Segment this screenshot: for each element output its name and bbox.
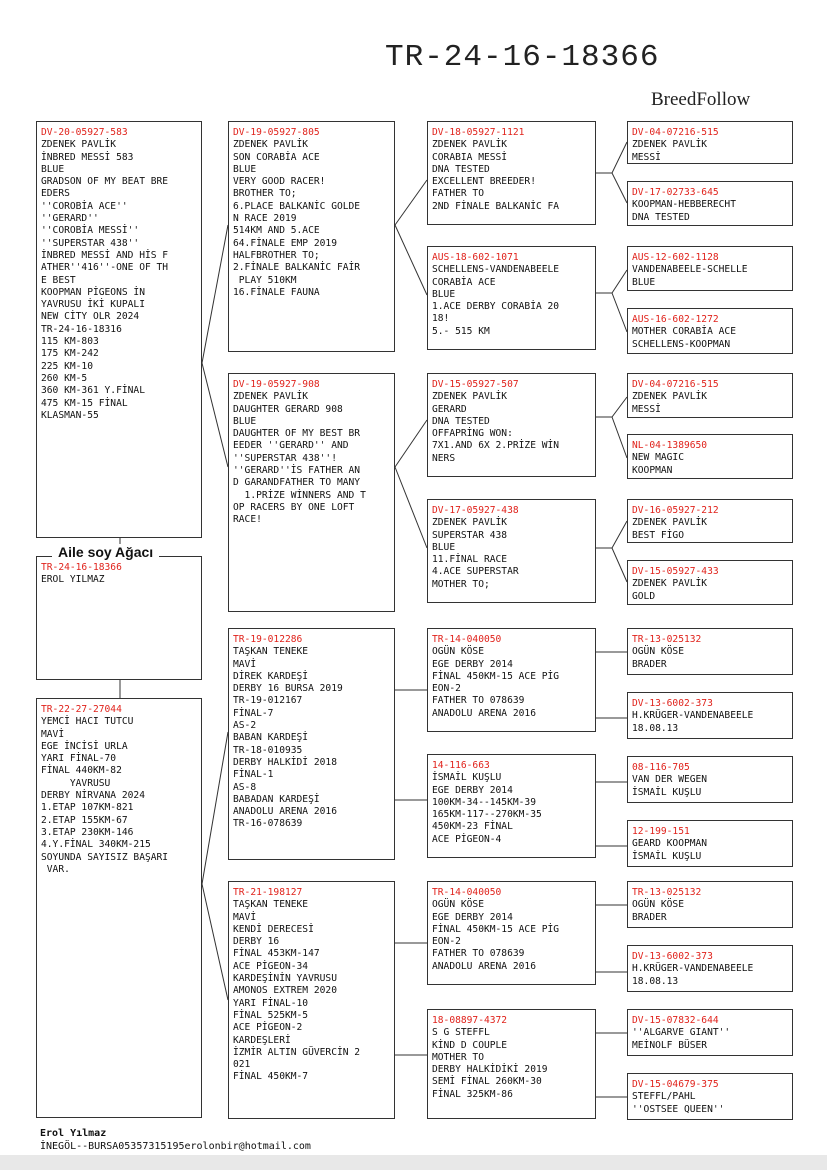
pedigree-line: TR-24-16-18316 <box>41 323 122 335</box>
ring-number: DV-04-07216-515 <box>632 127 719 138</box>
ring-number: DV-13-6002-373 <box>632 951 713 962</box>
pedigree-line: 175 KM-242 <box>41 348 99 360</box>
pedigree-line: ZDENEK PAVLİK <box>632 139 708 151</box>
ancestor-card-14 <box>627 945 793 992</box>
pedigree-line: EGE DERBY 2014 <box>432 911 513 923</box>
pedigree-line: 18! <box>432 313 450 325</box>
pedigree-line: OGÜN KÖSE <box>632 899 684 911</box>
ring-number: AUS-16-602-1272 <box>632 314 719 325</box>
pedigree-line: BLUE <box>233 415 257 427</box>
pedigree-line: MESSİ <box>632 403 661 415</box>
pedigree-line: DNA TESTED <box>632 211 690 223</box>
ring-number: TR-22-27-27044 <box>41 704 122 715</box>
pedigree-line: ATHER''416''-ONE OF TH <box>41 262 169 274</box>
ring-number: TR-13-025132 <box>632 887 702 898</box>
pedigree-line: OGÜN KÖSE <box>632 646 684 658</box>
pedigree-line: DERBY HALKİDİKİ 2019 <box>432 1064 548 1076</box>
pedigree-line: DAUGHTER GERARD 908 <box>233 403 343 415</box>
ring-number: TR-14-040050 <box>432 634 502 645</box>
pedigree-line: OGÜN KÖSE <box>432 899 484 911</box>
pedigree-line: RACE! <box>233 514 262 526</box>
pedigree-line: FİNAL 525KM-5 <box>233 1009 309 1021</box>
pedigree-line: FİNAL 453KM-147 <box>233 948 320 960</box>
pedigree-line: KİND D COUPLE <box>432 1039 508 1051</box>
pedigree-line: ''COROBİA MESSİ'' <box>41 225 140 237</box>
pedigree-line: 11.FİNAL RACE <box>432 554 508 566</box>
ancestor-card-16 <box>627 1073 793 1120</box>
pedigree-line: ANADOLU ARENA 2016 <box>432 960 536 972</box>
pedigree-line: ANADOLU ARENA 2016 <box>233 806 337 818</box>
pedigree-line: 1.ACE DERBY CORABİA 20 <box>432 301 560 313</box>
pedigree-line: KENDİ DERECESİ <box>233 923 314 935</box>
ancestor-card-7 <box>627 499 793 543</box>
ring-number: DV-17-05927-438 <box>432 505 519 516</box>
dam-sire-sire-card <box>427 628 596 732</box>
page-bottom-bar <box>0 1155 827 1170</box>
ring-number: DV-15-07832-644 <box>632 1015 719 1026</box>
pedigree-ring-number: TR-24-16-18366 <box>385 40 660 75</box>
brand-name: BreedFollow <box>651 89 751 110</box>
ring-number: 08-116-705 <box>632 762 690 773</box>
pedigree-line: 18.08.13 <box>632 975 679 987</box>
pedigree-line: PLAY 510KM <box>233 274 297 286</box>
pedigree-line: YEMCİ HACI TUTCU <box>41 716 134 728</box>
pedigree-line: 7X1.AND 6X 2.PRİZE WİN <box>432 440 560 452</box>
sire-card <box>36 121 202 538</box>
pedigree-line: SOYUNDA SAYISIZ BAŞARI <box>41 851 169 863</box>
dam-sire-card <box>228 628 395 860</box>
pedigree-line: OFFAPRİNG WON: <box>432 428 513 440</box>
pedigree-line: ''OSTSEE QUEEN'' <box>632 1103 725 1115</box>
pedigree-line: H.KRÜGER-VANDENABEELE <box>632 710 754 722</box>
ancestor-card-12 <box>627 820 793 867</box>
pedigree-line: İSMAİL KUŞLU <box>632 786 702 798</box>
sire-sire-dam-card <box>427 246 596 350</box>
pedigree-line: MESSİ <box>632 151 661 163</box>
pedigree-line: FATHER TO 078639 <box>432 948 525 960</box>
sire-dam-dam-card <box>427 499 596 603</box>
pedigree-line: EGE DERBY 2014 <box>432 658 513 670</box>
ring-number: DV-18-05927-1121 <box>432 127 525 138</box>
pedigree-line: EGE DERBY 2014 <box>432 784 513 796</box>
pedigree-line: SUPERSTAR 438 <box>432 529 508 541</box>
pedigree-line: ''SUPERSTAR 438'' <box>41 237 140 249</box>
pedigree-line: 64.FİNALE EMP 2019 <box>233 237 337 249</box>
pedigree-line: KLASMAN-55 <box>41 409 99 421</box>
pedigree-line: EON-2 <box>432 936 461 948</box>
pedigree-line: ''GERARD''İS FATHER AN <box>233 465 361 477</box>
pedigree-line: 6.PLACE BALKANİC GOLDE <box>233 200 361 212</box>
pedigree-line: TR-18-010935 <box>233 744 303 756</box>
pedigree-line: BRADER <box>632 911 667 923</box>
pedigree-line: 225 KM-10 <box>41 360 93 372</box>
pedigree-line: ACE PİGEON-2 <box>233 1022 303 1034</box>
ancestor-card-8 <box>627 560 793 605</box>
pedigree-line: AS-2 <box>233 720 257 732</box>
pedigree-line: GRADSON OF MY BEAT BRE <box>41 176 169 188</box>
ring-number: DV-20-05927-583 <box>41 127 128 138</box>
ring-number: TR-14-040050 <box>432 887 502 898</box>
pedigree-line: İNBRED MESSİ AND HİS F <box>41 249 169 261</box>
pedigree-line: YARI FİNAL-10 <box>233 997 309 1009</box>
ancestor-card-10 <box>627 692 793 739</box>
pedigree-line: FİNAL-7 <box>233 707 274 719</box>
subject-card <box>36 556 202 680</box>
pedigree-line: 1.ETAP 107KM-821 <box>41 802 134 814</box>
pedigree-line: BLUE <box>432 541 456 553</box>
pedigree-line: FİNAL 325KM-86 <box>432 1088 513 1100</box>
ring-number: 12-199-151 <box>632 826 690 837</box>
pedigree-line: DİREK KARDEŞİ <box>233 670 309 682</box>
owner-contact: İNEGÖL--BURSA05357315195erolonbir@hotmail.com <box>40 1141 311 1152</box>
ring-number: DV-19-05927-908 <box>233 379 320 390</box>
ancestor-card-2 <box>627 181 793 226</box>
dam-sire-dam-card <box>427 754 596 858</box>
pedigree-line: 021 <box>233 1059 251 1071</box>
pedigree-line: ZDENEK PAVLİK <box>432 391 508 403</box>
pedigree-line: 2.ETAP 155KM-67 <box>41 814 128 826</box>
pedigree-line: KOOPMAN <box>632 464 673 476</box>
pedigree-line: 5.- 515 KM <box>432 325 490 337</box>
pedigree-line: SEMİ FİNAL 260KM-30 <box>432 1076 542 1088</box>
pedigree-line: DNA TESTED <box>432 163 490 175</box>
pedigree-line: 4.Y.FİNAL 340KM-215 <box>41 839 151 851</box>
pedigree-line: ACE PİGEON-34 <box>233 960 309 972</box>
pedigree-line: DERBY 16 <box>233 936 280 948</box>
pedigree-line: 450KM-23 FİNAL <box>432 821 513 833</box>
dam-dam-sire-card <box>427 881 596 985</box>
pedigree-line: MAVİ <box>233 911 257 923</box>
pedigree-line: DAUGHTER OF MY BEST BR <box>233 428 361 440</box>
pedigree-line: MOTHER TO <box>432 1051 484 1063</box>
ring-number: DV-15-04679-375 <box>632 1079 719 1090</box>
pedigree-line: VANDENABEELE-SCHELLE <box>632 264 748 276</box>
pedigree-line: MAVİ <box>41 728 65 740</box>
pedigree-line: ''ALGARVE GIANT'' <box>632 1027 731 1039</box>
pedigree-line: 16.FİNALE FAUNA <box>233 286 320 298</box>
pedigree-line: VAN DER WEGEN <box>632 774 708 786</box>
pedigree-line: ZDENEK PAVLİK <box>432 517 508 529</box>
family-tree-label: Aile soy Ağacı <box>52 544 159 560</box>
pedigree-line: GOLD <box>632 590 656 602</box>
dam-dam-card <box>228 881 395 1119</box>
pedigree-line: 360 KM-361 Y.FİNAL <box>41 385 145 397</box>
pedigree-line: KARDEŞLERİ <box>233 1034 291 1046</box>
pedigree-line: KOOPMAN-HEBBERECHT <box>632 199 736 211</box>
pedigree-line: DNA TESTED <box>432 415 490 427</box>
pedigree-line: NERS <box>432 452 456 464</box>
pedigree-line: N RACE 2019 <box>233 213 297 225</box>
pedigree-line: BROTHER TO; <box>233 188 297 200</box>
pedigree-line: MAVİ <box>233 658 257 670</box>
pedigree-line: BLUE <box>233 163 257 175</box>
pedigree-line: ZDENEK PAVLİK <box>632 391 708 403</box>
pedigree-line: BABADAN KARDEŞİ <box>233 793 320 805</box>
sire-dam-sire-card <box>427 373 596 477</box>
pedigree-line: BLUE <box>432 288 456 300</box>
pedigree-line: OP RACERS BY ONE LOFT <box>233 501 355 513</box>
pedigree-line: ACE PİGEON-4 <box>432 833 502 845</box>
pedigree-line: İSMAİL KUŞLU <box>632 850 702 862</box>
ring-number: AUS-12-602-1128 <box>632 252 719 263</box>
ancestor-card-4 <box>627 308 793 354</box>
pedigree-line: ZDENEK PAVLİK <box>233 139 309 151</box>
pedigree-line: H.KRÜGER-VANDENABEELE <box>632 963 754 975</box>
pedigree-line: FİNAL-1 <box>233 769 274 781</box>
ancestor-card-5 <box>627 373 793 418</box>
ring-number: DV-17-02733-645 <box>632 187 719 198</box>
pedigree-line: 260 KM-5 <box>41 372 88 384</box>
ancestor-card-9 <box>627 628 793 675</box>
ancestor-card-1 <box>627 121 793 164</box>
pedigree-line: FATHER TO <box>432 188 484 200</box>
pedigree-line: MEİNOLF BÜSER <box>632 1039 708 1051</box>
pedigree-line: 100KM-34--145KM-39 <box>432 796 536 808</box>
ring-number: TR-21-198127 <box>233 887 303 898</box>
pedigree-line: 2.FİNALE BALKANİC FAİR <box>233 262 361 274</box>
pedigree-line: ZDENEK PAVLİK <box>632 578 708 590</box>
pedigree-line: EEDER ''GERARD'' AND <box>233 440 349 452</box>
pedigree-line: 3.ETAP 230KM-146 <box>41 826 134 838</box>
pedigree-line: FİNAL 450KM-7 <box>233 1071 309 1083</box>
pedigree-line: ZDENEK PAVLİK <box>41 139 117 151</box>
pedigree-line: AMONOS EXTREM 2020 <box>233 985 337 997</box>
pedigree-line: KOOPMAN PİGEONS İN <box>41 286 145 298</box>
pedigree-line: TAŞKAN TENEKE <box>233 646 309 658</box>
pedigree-line: FİNAL 440KM-82 <box>41 765 122 777</box>
pedigree-line: 18.08.13 <box>632 722 679 734</box>
pedigree-line: GERARD <box>432 403 467 415</box>
ancestor-card-3 <box>627 246 793 291</box>
pedigree-line: EROL YILMAZ <box>41 574 105 586</box>
pedigree-line: ZDENEK PAVLİK <box>233 391 309 403</box>
dam-card <box>36 698 202 1118</box>
pedigree-line: 475 KM-15 FİNAL <box>41 397 128 409</box>
pedigree-line: 2ND FİNALE BALKANİC FA <box>432 200 560 212</box>
pedigree-line: SON CORABİA ACE <box>233 151 320 163</box>
pedigree-line: EON-2 <box>432 683 461 695</box>
pedigree-line: GEARD KOOPMAN <box>632 838 708 850</box>
pedigree-line: MOTHER CORABİA ACE <box>632 326 736 338</box>
ring-number: DV-16-05927-212 <box>632 505 719 516</box>
pedigree-line: TAŞKAN TENEKE <box>233 899 309 911</box>
pedigree-line: ZDENEK PAVLİK <box>432 139 508 151</box>
pedigree-line: NEW CİTY OLR 2024 <box>41 311 140 323</box>
pedigree-line: 1.PRİZE WİNNERS AND T <box>233 489 366 501</box>
pedigree-line: CORABİA ACE <box>432 276 496 288</box>
sire-dam-card <box>228 373 395 612</box>
ring-number: DV-15-05927-433 <box>632 566 719 577</box>
pedigree-line: NEW MAGIC <box>632 452 684 464</box>
ring-number: TR-24-16-18366 <box>41 562 122 573</box>
pedigree-line: STEFFL/PAHL <box>632 1091 696 1103</box>
ring-number: DV-19-05927-805 <box>233 127 320 138</box>
pedigree-line: TR-16-078639 <box>233 818 303 830</box>
pedigree-line: ''GERARD'' <box>41 213 99 225</box>
pedigree-line: İZMİR ALTIN GÜVERCİN 2 <box>233 1046 361 1058</box>
ancestor-card-13 <box>627 881 793 928</box>
pedigree-line: İNBRED MESSİ 583 <box>41 151 134 163</box>
dam-dam-dam-card <box>427 1009 596 1119</box>
ring-number: 14-116-663 <box>432 760 490 771</box>
pedigree-line: S G STEFFL <box>432 1027 490 1039</box>
pedigree-line: VAR. <box>41 863 70 875</box>
pedigree-line: HALFBROTHER TO; <box>233 249 320 261</box>
pedigree-line: OGÜN KÖSE <box>432 646 484 658</box>
pedigree-line: AS-8 <box>233 781 257 793</box>
pedigree-line: 165KM-117--270KM-35 <box>432 809 542 821</box>
pedigree-line: ''COROBİA ACE'' <box>41 200 128 212</box>
pedigree-line: 115 KM-803 <box>41 336 99 348</box>
pedigree-line: 4.ACE SUPERSTAR <box>432 566 519 578</box>
pedigree-line: CORABIA MESSİ <box>432 151 508 163</box>
pedigree-line: DERBY HALKİDİ 2018 <box>233 756 337 768</box>
ring-number: DV-04-07216-515 <box>632 379 719 390</box>
pedigree-line: VERY GOOD RACER! <box>233 176 326 188</box>
ring-number: AUS-18-602-1071 <box>432 252 519 263</box>
pedigree-line: YARI FİNAL-70 <box>41 753 117 765</box>
ring-number: 18-08897-4372 <box>432 1015 508 1026</box>
pedigree-line: BLUE <box>632 276 656 288</box>
pedigree-line: 514KM AND 5.ACE <box>233 225 320 237</box>
pedigree-line: ZDENEK PAVLİK <box>632 517 708 529</box>
pedigree-line: İSMAİL KUŞLU <box>432 772 502 784</box>
pedigree-line: EGE İNCİSİ URLA <box>41 740 128 752</box>
pedigree-line: D GARANDFATHER TO MANY <box>233 477 361 489</box>
pedigree-line: FATHER TO 078639 <box>432 695 525 707</box>
pedigree-line: BEST FİGO <box>632 529 684 541</box>
pedigree-line: YAVRUSU <box>41 777 111 789</box>
pedigree-line: ANADOLU ARENA 2016 <box>432 707 536 719</box>
pedigree-line: SCHELLENS-KOOPMAN <box>632 338 731 350</box>
pedigree-line: DERBY 16 BURSA 2019 <box>233 683 343 695</box>
ancestor-card-15 <box>627 1009 793 1056</box>
ring-number: DV-13-6002-373 <box>632 698 713 709</box>
pedigree-line: BLUE <box>41 163 65 175</box>
pedigree-line: TR-19-012167 <box>233 695 303 707</box>
pedigree-line: DERBY NİRVANA 2024 <box>41 790 145 802</box>
ring-number: TR-13-025132 <box>632 634 702 645</box>
ring-number: NL-04-1389650 <box>632 440 708 451</box>
ring-number: TR-19-012286 <box>233 634 303 645</box>
pedigree-line: FİNAL 450KM-15 ACE PİG <box>432 670 560 682</box>
pedigree-line: BRADER <box>632 658 667 670</box>
pedigree-line: KARDEŞİNİN YAVRUSU <box>233 973 337 985</box>
pedigree-line: FİNAL 450KM-15 ACE PİG <box>432 923 560 935</box>
ancestor-card-6 <box>627 434 793 479</box>
ring-number: DV-15-05927-507 <box>432 379 519 390</box>
pedigree-line: E BEST <box>41 274 76 286</box>
sire-sire-sire-card <box>427 121 596 225</box>
pedigree-line: MOTHER TO; <box>432 578 490 590</box>
pedigree-line: EXCELLENT BREEDER! <box>432 176 536 188</box>
sire-sire-card <box>228 121 395 352</box>
pedigree-line: BABAN KARDEŞİ <box>233 732 309 744</box>
pedigree-line: YAVRUSU İKİ KUPALI <box>41 299 145 311</box>
pedigree-line: ''SUPERSTAR 438''! <box>233 452 337 464</box>
owner-name: Erol Yılmaz <box>40 1128 107 1139</box>
pedigree-line: EDERS <box>41 188 70 200</box>
pedigree-line: SCHELLENS-VANDENABEELE <box>432 264 560 276</box>
ancestor-card-11 <box>627 756 793 803</box>
